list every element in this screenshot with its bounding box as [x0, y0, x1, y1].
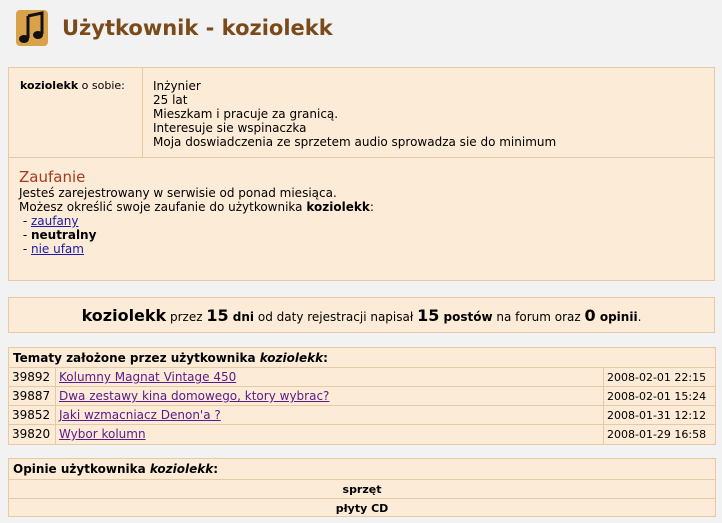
- table-row: [9, 368, 715, 387]
- topic-link[interactable]: Kolumny Magnat Vintage 450: [59, 370, 237, 384]
- trust-option-prefix: -: [19, 228, 31, 242]
- trust-line2: [19, 200, 714, 214]
- topics-header: [9, 348, 715, 368]
- summary-text-3: na forum oraz: [492, 309, 585, 324]
- topic-title-cell: [56, 368, 604, 386]
- trust-option-prefix: -: [19, 214, 31, 228]
- opinion-category: płyty CD: [9, 498, 715, 517]
- topic-title-cell: [56, 406, 604, 424]
- summary-opinions: 0: [584, 305, 596, 325]
- trust-link-zaufany[interactable]: zaufany: [30, 214, 79, 228]
- topic-link[interactable]: Wybor kolumn: [59, 427, 146, 441]
- topics-header-prefix: Tematy założone przez użytkownika: [13, 351, 260, 365]
- summary-text-1: przez: [166, 309, 207, 324]
- about-section: [9, 68, 714, 158]
- summary-text: [82, 306, 642, 325]
- topics-header-user: koziolekk: [259, 351, 324, 365]
- opinion-category: sprzęt: [9, 479, 715, 498]
- topic-title-cell: [56, 387, 604, 405]
- about-label: [9, 68, 143, 157]
- trust-title: Zaufanie: [19, 168, 86, 186]
- about-line: 25 lat: [153, 93, 188, 107]
- summary-posts: 15: [417, 305, 440, 325]
- music-note-icon: [14, 8, 50, 48]
- trust-option-distrust: [19, 242, 714, 256]
- opinions-header-suffix: :: [213, 462, 219, 476]
- summary-username: koziolekk: [81, 305, 167, 325]
- topic-id: 39892: [9, 368, 56, 386]
- opinions-header-prefix: Opinie użytkownika: [13, 462, 150, 476]
- trust-link-nie-ufam[interactable]: nie ufam: [30, 242, 84, 256]
- topic-date: 2008-01-29 16:58: [607, 428, 707, 441]
- summary-days-word: dni: [228, 309, 255, 324]
- summary-text-4: .: [637, 309, 642, 324]
- opinions-table: [8, 458, 716, 517]
- trust-option-trusted: [19, 214, 714, 228]
- page-header: [14, 6, 333, 50]
- summary-opinions-word: opinii: [595, 309, 638, 324]
- summary-panel: [8, 297, 715, 333]
- topic-id: 39820: [9, 425, 56, 444]
- profile-panel: [8, 67, 715, 281]
- topic-date: 2008-01-31 12:12: [607, 409, 707, 422]
- about-text: [143, 68, 556, 157]
- about-line: Mieszkam i pracuje za granicą.: [153, 107, 339, 121]
- about-suffix: o sobie:: [81, 79, 125, 92]
- about-line: Moja doswiadczenia ze sprzetem audio sprowadza sie do minimum: [153, 135, 557, 149]
- summary-posts-word: postów: [439, 309, 493, 324]
- table-row: [9, 406, 715, 425]
- topic-link[interactable]: Dwa zestawy kina domowego, ktory wybrac?: [59, 389, 330, 403]
- opinions-header-user: koziolekk: [149, 462, 214, 476]
- about-username: koziolekk: [20, 79, 79, 92]
- summary-days: 15: [206, 305, 229, 325]
- trust-option-neutral: [19, 228, 714, 242]
- table-row: [9, 387, 715, 406]
- topics-table: [8, 347, 716, 445]
- trust-current-neutralny: neutralny: [30, 228, 97, 242]
- table-row: [9, 425, 715, 444]
- topic-date: 2008-02-01 22:15: [607, 371, 707, 384]
- topic-id: 39887: [9, 387, 56, 405]
- about-line: Interesuje sie wspinaczka: [153, 121, 307, 135]
- topic-link[interactable]: Jaki wzmacniacz Denon'a ?: [59, 408, 221, 422]
- topics-header-suffix: :: [323, 351, 328, 365]
- topic-id: 39852: [9, 406, 56, 424]
- trust-section: [9, 158, 714, 256]
- trust-line2-prefix: Możesz określić swoje zaufanie do użytkownika: [19, 200, 307, 214]
- trust-option-prefix: -: [19, 242, 31, 256]
- topic-title-cell: [56, 425, 604, 444]
- trust-line1: Jesteś zarejestrowany w serwisie od ponad miesiąca.: [19, 186, 337, 200]
- topic-date: 2008-02-01 15:24: [607, 390, 707, 403]
- about-line: Inżynier: [153, 79, 201, 93]
- opinions-header: [9, 459, 715, 479]
- trust-line2-suffix: :: [369, 200, 374, 214]
- summary-text-2: od daty rejestracji napisał: [254, 309, 418, 324]
- trust-line2-user: koziolekk: [306, 200, 370, 214]
- page-title: Użytkownik - koziolekk: [62, 16, 333, 40]
